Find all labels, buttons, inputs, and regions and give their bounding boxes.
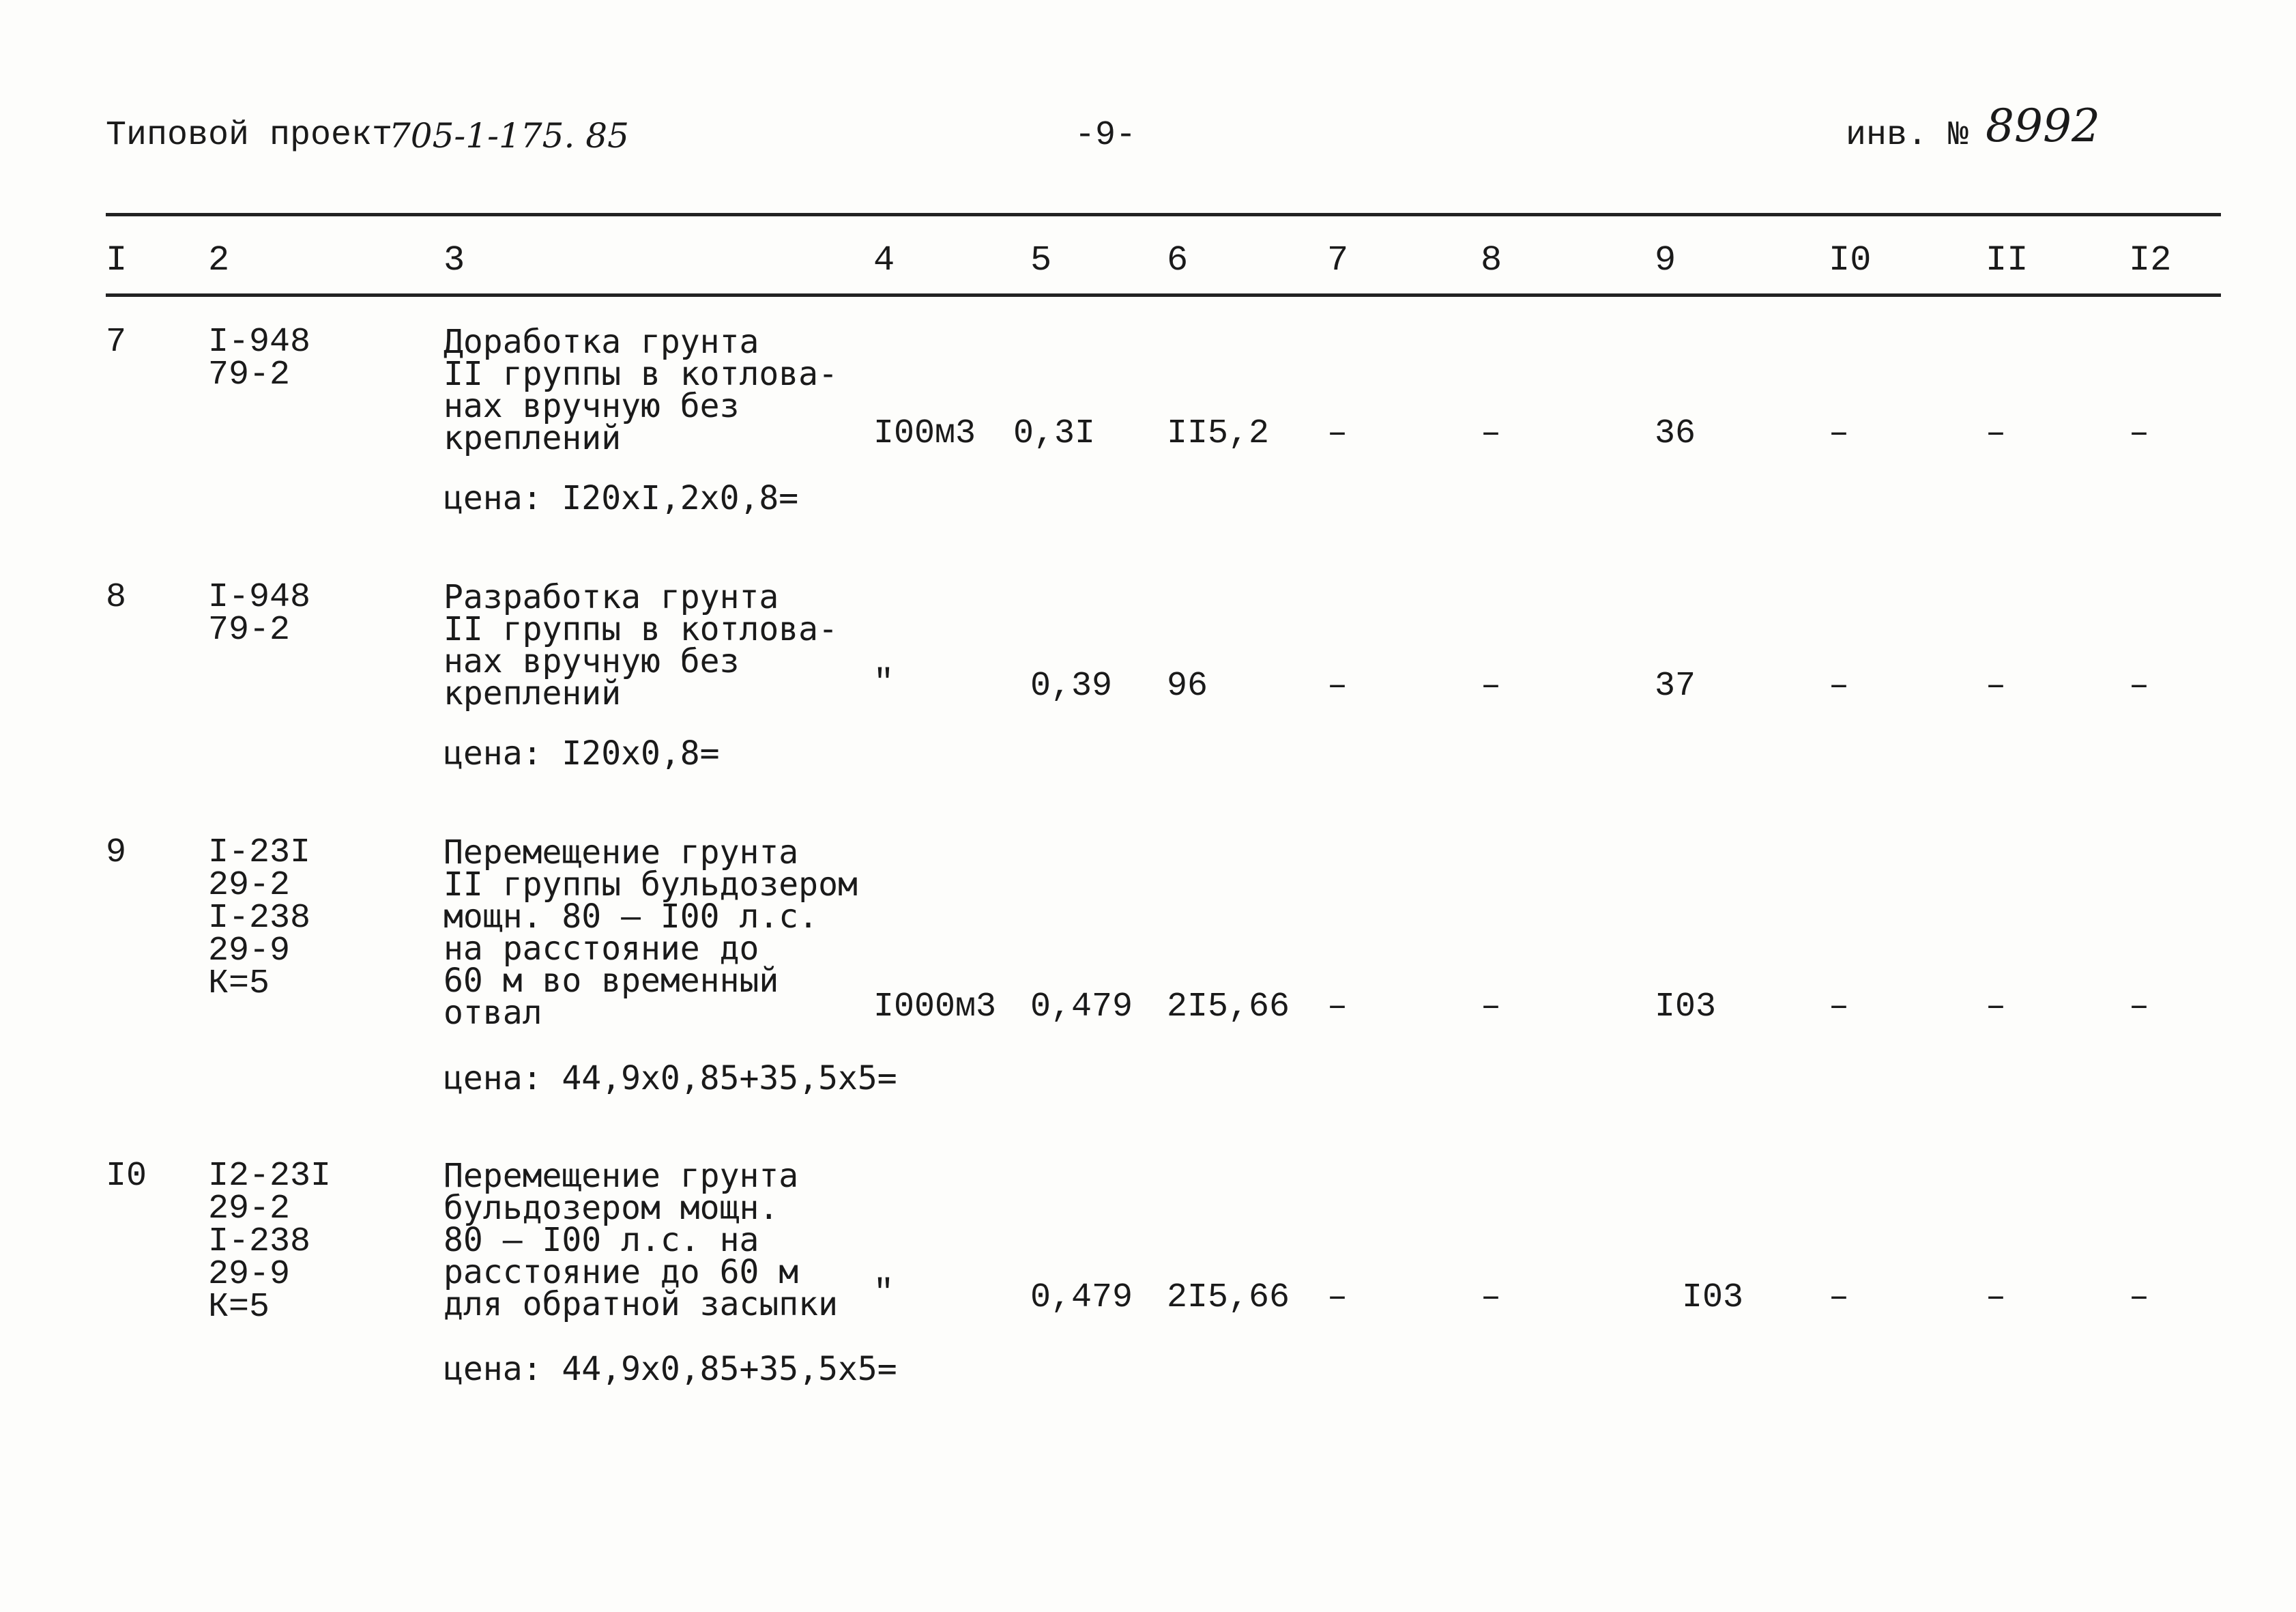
table-header-rule [106,293,2221,297]
work-description: Перемещение грунта II группы бульдозером мощн. 80 – I00 л.с. на расстояние до 60 м во временный отвал [444,833,858,1032]
unit-cost: 2I5,66 [1167,988,1290,1026]
norm-code: I2-23I 29-2 I-238 29-9 К=5 [208,1157,332,1327]
table-row [0,833,2296,1137]
col11-value: – [1986,1278,2007,1317]
norm-code: I-948 79-2 [208,323,311,394]
quantity: 0,3I [1013,414,1096,453]
unit-cost: 96 [1167,667,1208,706]
col10-value: – [1829,1278,1850,1317]
unit: I00м3 [873,414,976,453]
col7-value: – [1327,1278,1348,1317]
norm-code: I-948 79-2 [208,578,311,650]
quantity: 0,39 [1030,667,1113,706]
price-formula: цена: 44,9x0,85+35,5x5= [444,1350,897,1388]
work-description: Разработка грунта II группы в котлова- нах вручную без креплений [444,578,838,713]
col9-value: I03 [1682,1278,1744,1317]
column-header: I0 [1829,240,1872,280]
price-formula: цена: I20xI,2x0,8= [444,479,799,517]
table-top-rule [106,213,2221,216]
col7-value: – [1327,414,1348,453]
column-header: 6 [1167,240,1189,280]
col7-value: – [1327,667,1348,706]
quantity: 0,479 [1030,988,1133,1026]
col12-value: – [2129,1278,2150,1317]
column-header: 5 [1030,240,1052,280]
column-header: 9 [1655,240,1676,280]
quantity: 0,479 [1030,1278,1133,1317]
column-header: II [1986,240,2029,280]
inventory-label: инв. № [1846,116,1969,155]
unit-cost: II5,2 [1167,414,1270,453]
norm-code: I-23I 29-2 I-238 29-9 К=5 [208,833,311,1003]
work-description: Доработка грунта II группы в котлова- нах вручную без креплений [444,323,838,457]
project-number: 705-1-175. 85 [389,116,629,156]
inventory-number: 8992 [1986,100,2100,152]
col8-value: – [1481,667,1502,706]
price-formula: цена: 44,9x0,85+35,5x5= [444,1059,897,1097]
row-number: 9 [106,833,127,872]
unit: I000м3 [873,988,997,1026]
column-header: 4 [873,240,895,280]
row-number: 8 [106,578,127,617]
price-formula: цена: I20x0,8= [444,734,720,773]
unit: " [873,664,895,703]
col11-value: – [1986,414,2007,453]
col12-value: – [2129,988,2150,1026]
table-row [0,1157,2296,1460]
col8-value: – [1481,414,1502,453]
column-header: I2 [2129,240,2172,280]
column-header: 3 [444,240,465,280]
col11-value: – [1986,667,2007,706]
col7-value: – [1327,988,1348,1026]
col12-value: – [2129,414,2150,453]
doc-header-title: Типовой проект [106,116,393,155]
row-number: 7 [106,323,127,362]
column-header: 7 [1327,240,1349,280]
unit-cost: 2I5,66 [1167,1278,1290,1317]
col9-value: 36 [1655,414,1696,453]
col9-value: 37 [1655,667,1696,706]
work-description: Перемещение грунта бульдозером мощн. 80 – I00 л.с. на расстояние до 60 м для обратной засыпки [444,1157,838,1323]
col11-value: – [1986,988,2007,1026]
col10-value: – [1829,414,1850,453]
col12-value: – [2129,667,2150,706]
column-header: 8 [1481,240,1502,280]
col10-value: – [1829,667,1850,706]
column-header: I [106,240,128,280]
col9-value: I03 [1655,988,1717,1026]
page-number: -9- [1075,116,1137,155]
row-number: I0 [106,1157,147,1196]
column-header: 2 [208,240,230,280]
col10-value: – [1829,988,1850,1026]
col8-value: – [1481,1278,1502,1317]
unit: " [873,1274,895,1313]
col8-value: – [1481,988,1502,1026]
